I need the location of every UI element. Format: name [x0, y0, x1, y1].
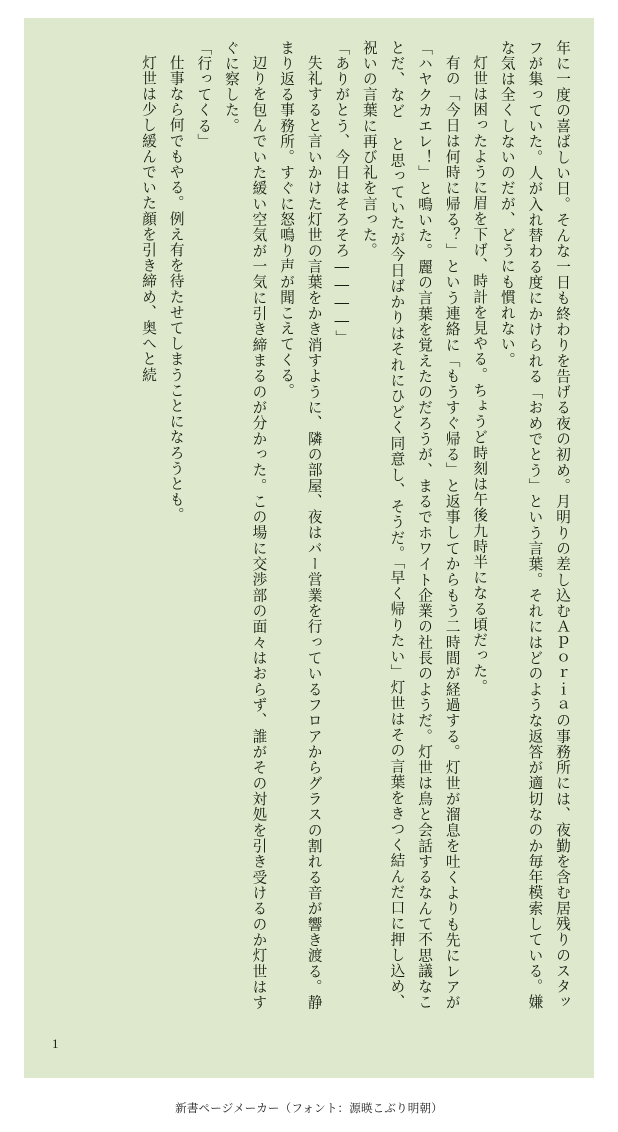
paragraph: 仕事なら何でもやる。例え有を待たせてしまうことになろうとも。	[167, 54, 185, 523]
paragraph: 辺りを包んでいた緩い空気が一気に引き締まるのが分かった。この場に交渉部の面々はおらず、誰がその対処を引き受けるのか灯世はすぐに察した。	[222, 40, 268, 1010]
paragraph: 灯世は困ったように眉を下げ、時計を見やる。ちょうど時刻は午後九時半になる頃だった。	[471, 54, 489, 695]
paragraph: 灯世は少し緩んでいた顔を引き締め、奥へと続	[140, 54, 158, 383]
paragraph: 年に一度の喜ばしい日。そんな一日も終わりを告げる夜の初め。月明りの差し込むＡｐｏｒｉａの事務所には、夜勤を含む居残りのスタッフが集っていた。人が入れ替わる度にかけられる「おめでとう」という言葉。それにはどのような返答が適切なのか毎年模索している。嫌な気は全くしないのだが、どうにも慣れない。	[498, 40, 571, 1010]
paragraph: 失礼すると言いかけた灯世の言葉をかき消すように、隣の部屋、夜はバー営業を行っているフロアからグラスの割れる音が響き渡る。静まり返る事務所。すぐに怒鳴り声が聞こえてくる。	[278, 40, 323, 1010]
caption-text: 新書ページメーカー（フォント：源暎こぶり明朝）	[175, 1101, 443, 1115]
paragraph: 有の「今日は何時に帰る？」という連絡に「もうすぐ帰る」と返事してからもう二時間が経過する。灯世が溜息を吐くよりも先にレアが「ハヤクカエレ！」と鳴いた。麗の言葉を覚えたのだろうが、まるでホワイト企業の社長のようだ。灯世は鳥と会話するなんて不思議なことだ、など と思っていたが今日ばかりはそれにひどく同意し、そうだ。「早く帰りたい」灯世はその言葉をきつく結んだ口に押し込め、祝いの言葉に再び礼を言った。	[360, 40, 461, 1010]
paragraph: 「ありがとう、今日はそろそろ――――」	[333, 40, 351, 346]
vertical-novel-text	[42, 40, 576, 1010]
novel-paper	[24, 18, 594, 1078]
page-number: 1	[52, 1036, 59, 1051]
paragraph: 「行ってくる」	[195, 40, 213, 150]
